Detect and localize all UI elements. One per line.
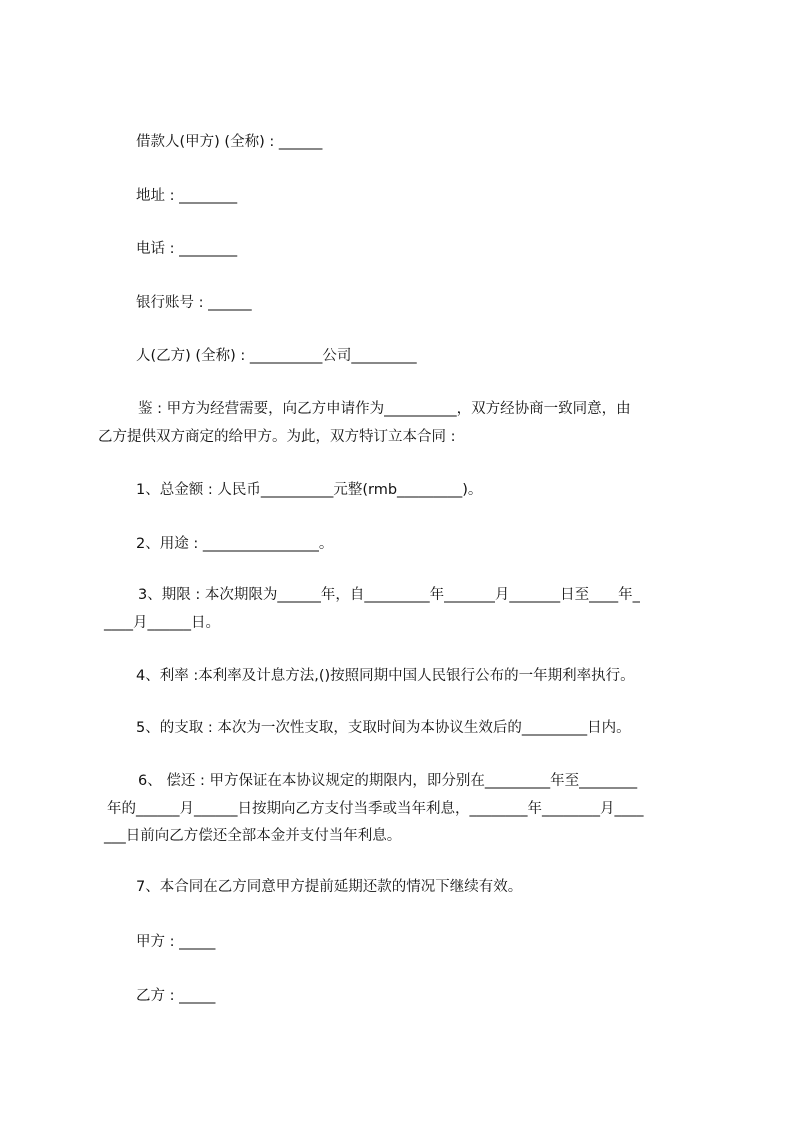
party-b-signature: 乙方 : _____ xyxy=(136,988,216,1004)
clause-purpose: 2、用途 : ________________。 xyxy=(136,536,334,552)
address-line: 地址 : ________ xyxy=(136,188,238,204)
party-a-signature: 甲方 : _____ xyxy=(136,934,216,950)
clause-repayment-line-3: ___日前向乙方偿还全部本金并支付当年利息。 xyxy=(104,828,402,844)
clause-amount: 1、总金额 : 人民币__________元整(rmb_________)。 xyxy=(136,482,483,498)
clause-term-line-2: ____月______日。 xyxy=(104,615,220,631)
lender-line: 人(乙方) (全称) : __________公司_________ xyxy=(136,348,417,364)
recital-line-2: 乙方提供双方商定的给甲方。为此，双方特订立本合同 : xyxy=(98,429,456,445)
recital-line-1: 鉴 : 甲方为经营需要，向乙方申请作为__________，双方经协商一致同意，由 xyxy=(138,401,631,417)
clause-disbursement: 5、的支取 : 本次为一次性支取，支取时间为本协议生效后的_________日内。 xyxy=(136,720,631,736)
borrower-line: 借款人(甲方) (全称) : ______ xyxy=(136,134,323,150)
clause-term-line-1: 3、期限 : 本次期限为______年，自_________年_______月_______日至____年_ xyxy=(138,587,640,603)
phone-line: 电话 : ________ xyxy=(136,241,238,257)
bank-account-line: 银行账号 : ______ xyxy=(136,295,252,311)
clause-repayment-line-2: 年的______月______日按期向乙方支付当季或当年利息，________年________月____ xyxy=(107,801,644,817)
clause-interest-rate: 4、利率 :本利率及计息方法,()按照同期中国人民银行公布的一年期利率执行。 xyxy=(136,668,635,684)
clause-validity: 7、本合同在乙方同意甲方提前延期还款的情况下继续有效。 xyxy=(136,879,523,895)
clause-repayment-line-1: 6、 偿还 : 甲方保证在本协议规定的期限内，即分别在_________年至________ xyxy=(138,773,638,789)
